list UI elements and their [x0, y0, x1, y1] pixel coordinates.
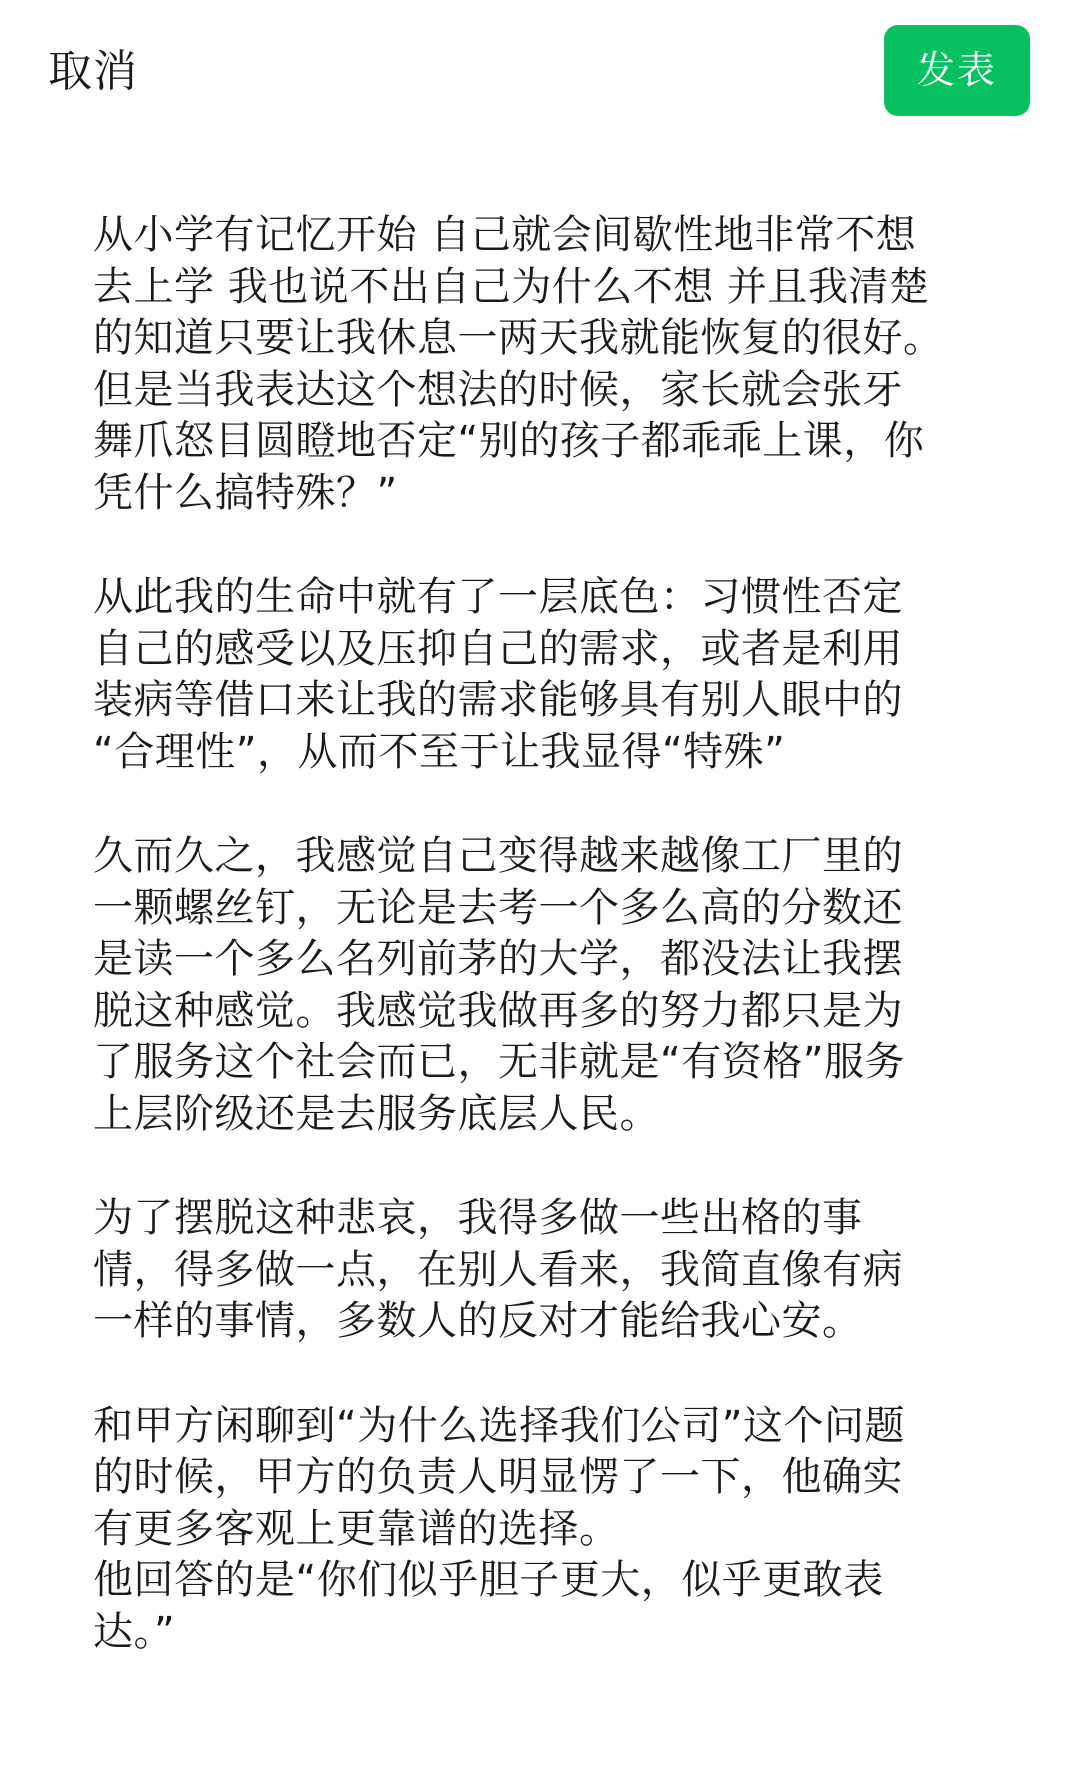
- post-text-editor[interactable]: [93, 210, 993, 1711]
- post-paragraph-2: 从此我的生命中就有了一层底色：习惯性否定 自己的感受以及压抑自己的需求，或者是利用 装病等借口来让我的需求能够具有别人眼中的 “合理性”，从而不至于让我显得“特殊”: [93, 574, 903, 775]
- post-paragraph-5: 和甲方闲聊到“为什么选择我们公司”这个问题 的时候，甲方的负责人明显愣了一下，他确实 有更多客观上更靠谱的选择。 他回答的是“你们似乎胆子更大，似乎更敢表 达。”: [93, 1402, 905, 1655]
- post-paragraph-1: 从小学有记忆开始 自己就会间歇性地非常不想 去上学 我也说不出自己为什么不想 并且我清楚 的知道只要让我休息一两天我就能恢复的很好。 但是当我表达这个想法的时候，家长就会张牙 舞爪怒目圆瞪地否定“别的孩子都乖乖上课，你 凭什么搞特殊？”: [93, 212, 944, 516]
- cancel-button[interactable]: 取消: [48, 46, 138, 97]
- top-bar: [0, 0, 1080, 150]
- post-paragraph-4: 为了摆脱这种悲哀，我得多做一些出格的事 情，得多做一点，在别人看来，我简直像有病 一样的事情，多数人的反对才能给我心安。: [93, 1195, 903, 1344]
- post-paragraph-3: 久而久之，我感觉自己变得越来越像工厂里的 一颗螺丝钉，无论是去考一个多么高的分数还 是读一个多么名列前茅的大学，都没法让我摆 脱这种感觉。我感觉我做再多的努力都只是为 了服务这个社会而已，无非就是“有资格”服务 上层阶级还是去服务底层人民。: [93, 833, 905, 1137]
- post-button[interactable]: 发表: [884, 25, 1030, 116]
